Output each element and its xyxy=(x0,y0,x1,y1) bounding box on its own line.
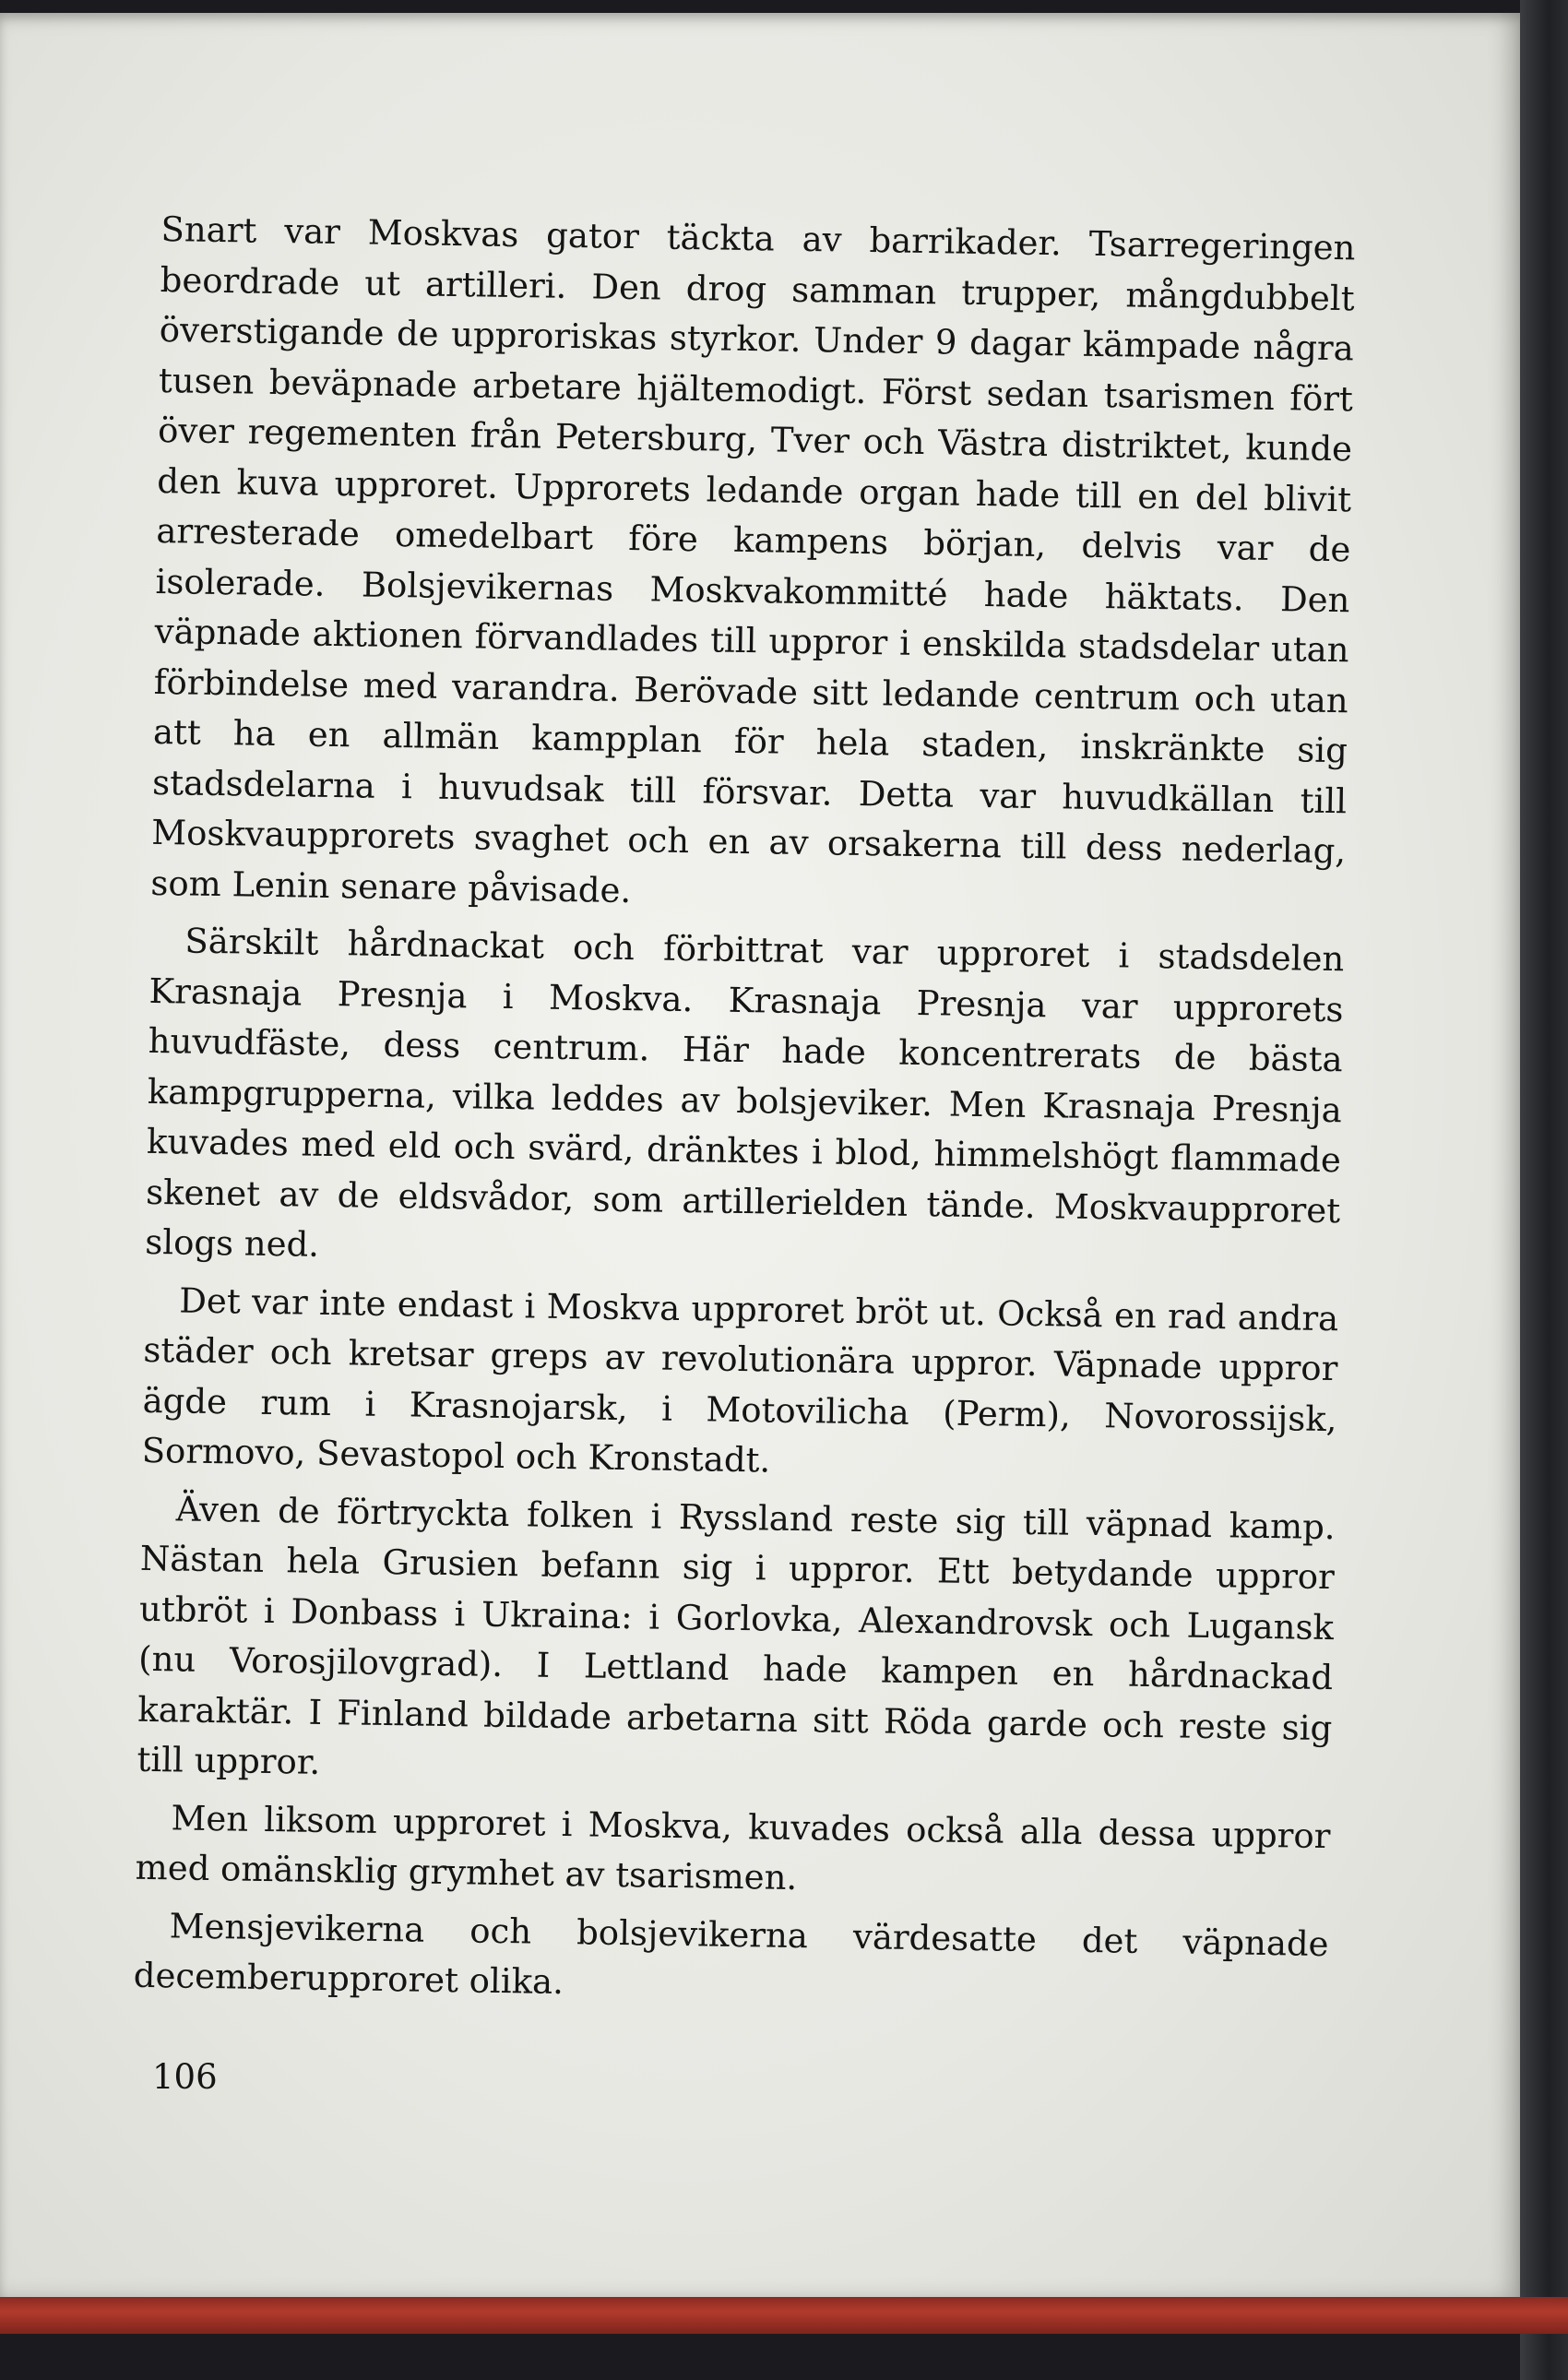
book-spine-shadow xyxy=(1520,0,1568,2380)
paragraph-1: Snart var Moskvas gator täckta av barrikader. Tsarregeringen beordrade ut artilleri. Den drog samman trupper, mångdubbelt överstigande de upproriskas styrkor. Under 9 dagar kämpade några tusen beväpnade arbetare hjältemodigt. Först sedan tsarismen fört över regementen från Petersburg, Tver och Västra distriktet, kunde den kuva upproret. Upprorets ledande organ hade till en del blivit arresterade omedelbart före kampens början, delvis var de isolerade. Bolsjevikernas Moskvakommitté hade häktats. Den väpnade aktionen förvandlades till uppror i enskilda stadsdelar utan förbindelse med varandra. Berövade sitt ledande centrum och utan att ha en allmän kampplan för hela staden, inskränkte sig stadsdelarna i huvudsak till försvar. Detta var huvudkällan till Moskvaupprorets svaghet och en av orsakerna till dess nederlag, som Lenin senare påvisade. xyxy=(150,208,1356,910)
body-text xyxy=(133,205,1355,2020)
book-page xyxy=(0,13,1522,2301)
paragraph-5: Men liksom upproret i Moskva, kuvades också alla dessa uppror med omänsklig grymhet av tsarismen. xyxy=(135,1797,1331,1898)
paragraph-4: Även de förtryckta folken i Ryssland reste sig till väpnad kamp. Nästan hela Grusien befann sig i uppror. Ett betydande uppror utbröt i Donbass i Ukraina: i Gorlovka, Alexandrovsk och Lugansk (nu Vorosjilovgrad). I Lettland hade kampen en hårdnackad karaktär. I Finland bildade arbetarna sitt Röda garde och reste sig till uppror. xyxy=(137,1488,1336,1782)
page-number: 106 xyxy=(152,2057,218,2097)
book-cover-edge xyxy=(0,2297,1568,2334)
paragraph-3: Det var inte endast i Moskva upproret bröt ut. Också en rad andra städer och kretsar greps av revolutionära uppror. Väpnade uppror ägde rum i Krasnojarsk, i Motovilicha (Perm), Novorossijsk, Sormovo, Sevastopol och Kronstadt. xyxy=(141,1279,1339,1481)
paragraph-2: Särskilt hårdnackat och förbittrat var upproret i stadsdelen Krasnaja Presnja i Moskva. Krasnaja Presnja var upprorets huvudfäste, dess centrum. Här hade koncentrerats de bästa kampgrupperna, vilka leddes av bolsjeviker. Men Krasnaja Presnja kuvades med eld och svärd, dränktes i blod, himmelshögt flammade skenet av de eldsvådor, som artillerielden tände. Moskvaupproret slogs ned. xyxy=(144,921,1345,1265)
paragraph-6: Mensjevikerna och bolsjevikerna värdesatte det väpnade decemberupproret olika. xyxy=(133,1905,1329,2003)
